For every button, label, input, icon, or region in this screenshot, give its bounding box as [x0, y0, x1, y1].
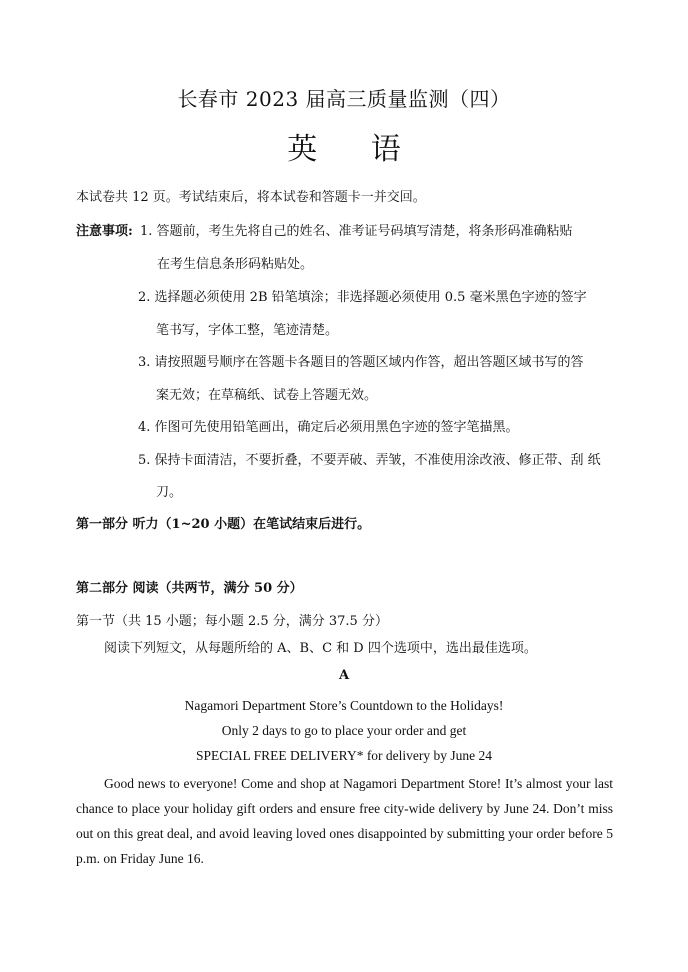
ad-headline-2: Only 2 days to go to place your order and get	[221, 723, 467, 738]
exam-title: 长春市 2023 届高三质量监测（四）	[177, 87, 511, 111]
section1-heading: 第一节（共 15 小题；每小题 2.5 分，满分 37.5 分）	[76, 614, 388, 629]
note-item-5-cont: 刀。	[156, 485, 183, 500]
part2-heading: 第二部分 阅读（共两节，满分 50 分）	[76, 581, 303, 596]
subject-title: 英 语	[287, 132, 423, 167]
passage-letter: A	[338, 668, 350, 683]
note-item-3-cont: 案无效；在草稿纸、试卷上答题无效。	[156, 388, 378, 403]
part1-heading: 第一部分 听力（1~20 小题）在笔试结束后进行。	[76, 517, 371, 532]
note-item-1-cont: 在考生信息条形码粘贴处。	[157, 257, 314, 272]
intro-text: 本试卷共 12 页。考试结束后，将本试卷和答题卡一并交回。	[76, 190, 426, 205]
ad-headline-1: Nagamori Department Store’s Countdown to the Holidays!	[184, 698, 504, 713]
note-item-5: 5. 保持卡面清洁，不要折叠，不要弄破、弄皱，不准使用涂改液、修正带、刮 纸	[138, 453, 601, 468]
note-item-3: 3. 请按照题号顺序在答题卡各题目的答题区域内作答，超出答题区域书写的答	[138, 355, 584, 370]
notes-label: 注意事项:	[76, 224, 133, 239]
reading-instruction: 阅读下列短文，从每题所给的 A、B、C 和 D 四个选项中，选出最佳选项。	[104, 641, 537, 656]
note-item-4: 4. 作图可先使用铅笔画出，确定后必须用黑色字迹的签字笔描黑。	[138, 420, 519, 435]
note-item-2-cont: 笔书写，字体工整，笔迹清楚。	[156, 323, 339, 338]
ad-headline-3: SPECIAL FREE DELIVERY* for delivery by June 24	[195, 748, 493, 763]
note-item-2: 2. 选择题必须使用 2B 铅笔填涂；非选择题必须使用 0.5 毫米黑色字迹的签字	[138, 290, 587, 305]
passage-body: Good news to everyone! Come and shop at Nagamori Department Store! It’s almost your last chance to place your holiday gift orders and ensure free city-wide delivery by June 24. Don’t miss out on this great deal, and avoid leaving loved ones disappointed by submitting your order before 5 p.m. on Friday June 16.	[76, 776, 613, 866]
note-item-1: 1. 答题前，考生先将自己的姓名、准考证号码填写清楚，将条形码准确粘贴	[140, 224, 573, 239]
